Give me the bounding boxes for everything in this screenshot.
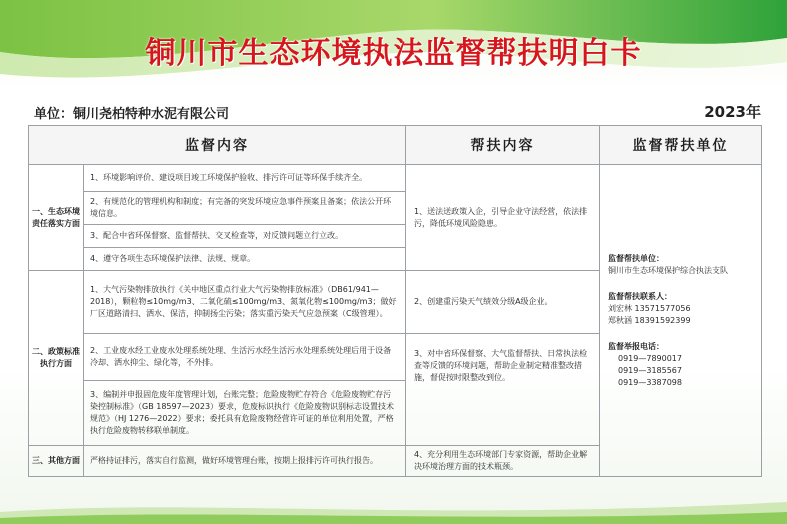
company-unit-line: 单位：铜川尧柏特种水泥有限公司 [34, 107, 230, 122]
help-item-2: 2、创建重污染天气绩效分级A级企业。 [406, 271, 600, 334]
supervision-item: 4、遵守各项生态环境保护法律、法规、规章。 [84, 248, 406, 271]
supervision-item: 3、编制并申报固危废年度管理计划，台账完整；危险废物贮存符合《危险废物贮存污染控制标准》（GB 18597—2023）要求，危废标识执行《危险废物识别标志设置技术规范》（HJ 1276—2022）要求；委托具有危险废物经营许可证的单位利用处置，严格执行危险废物转移联单制度。 [84, 381, 406, 446]
header-supervision-unit: 监督帮扶单位 [600, 126, 762, 165]
category-other: 三、其他方面 [29, 446, 84, 477]
unit-label: 监督帮扶单位： [608, 253, 664, 263]
help-item-4: 4、充分利用生态环境部门专家资源，帮助企业解决环境治理方面的技术瓶颈。 [406, 446, 600, 477]
supervision-item: 3、配合中省环保督察、监督帮扶、交叉检查等，对反馈问题立行立改。 [84, 225, 406, 248]
report-phone-3: 0919—3387098 [618, 377, 682, 387]
unit-name: 铜川市生态环境保护综合执法支队 [608, 265, 728, 275]
contact-person-1: 刘宏林 13571577056 [608, 303, 691, 313]
contact-person-2: 郑秋涵 18391592399 [608, 315, 691, 325]
table-header-row [29, 126, 762, 165]
help-item-3: 3、对中省环保督察、大气监督帮扶、日常执法检查等反馈的环境问题，帮助企业制定精准整改措施，督促按时限整改到位。 [406, 334, 600, 446]
bottom-green-wave-decoration [0, 484, 787, 524]
year-label: 2023年 [704, 103, 761, 121]
contacts-label: 监督帮扶联系人： [608, 291, 672, 301]
supervision-item: 严格持证排污，落实自行监测，做好环境管理台账，按期上报排污许可执行报告。 [84, 446, 406, 477]
supervision-item: 1、环境影响评价、建设项目竣工环境保护验收、排污许可证等环保手续齐全。 [84, 165, 406, 192]
category-responsibility: 一、生态环境责任落实方面 [29, 165, 84, 271]
supervision-item: 2、工业废水经工业废水处理系统处理、生活污水经生活污水处理系统处理后用于设备冷却、洒水抑尘、绿化等，不外排。 [84, 334, 406, 381]
header-supervision-content: 监督内容 [29, 126, 406, 165]
header-help-content: 帮扶内容 [406, 126, 600, 165]
unit-contact-cell [600, 165, 762, 477]
table-row [29, 165, 762, 192]
report-phone-1: 0919—7890017 [618, 353, 682, 363]
help-item-1: 1、送法送政策入企，引导企业守法经营，依法排污，降低环境风险隐患。 [406, 165, 600, 271]
supervision-table [28, 125, 762, 477]
report-phone-label: 监督举报电话： [608, 341, 664, 351]
category-policy-standards: 二、政策标准执行方面 [29, 271, 84, 446]
supervision-item: 2、有规范化的管理机构和制度；有完备的突发环境应急事件预案且备案；依法公开环境信息。 [84, 192, 406, 225]
card-title: 铜川市生态环境执法监督帮扶明白卡 [145, 36, 642, 71]
supervision-item: 1、大气污染物排放执行《关中地区重点行业大气污染物排放标准》（DB61/941—2018），颗粒物≤10mg/m3、二氧化硫≤100mg/m3、氮氧化物≤100mg/m3；做好厂区道路清扫、洒水、保洁，抑制扬尘污染；落实重污染天气应急预案（C级管理）。 [84, 271, 406, 334]
report-phone-2: 0919—3185567 [618, 365, 682, 375]
